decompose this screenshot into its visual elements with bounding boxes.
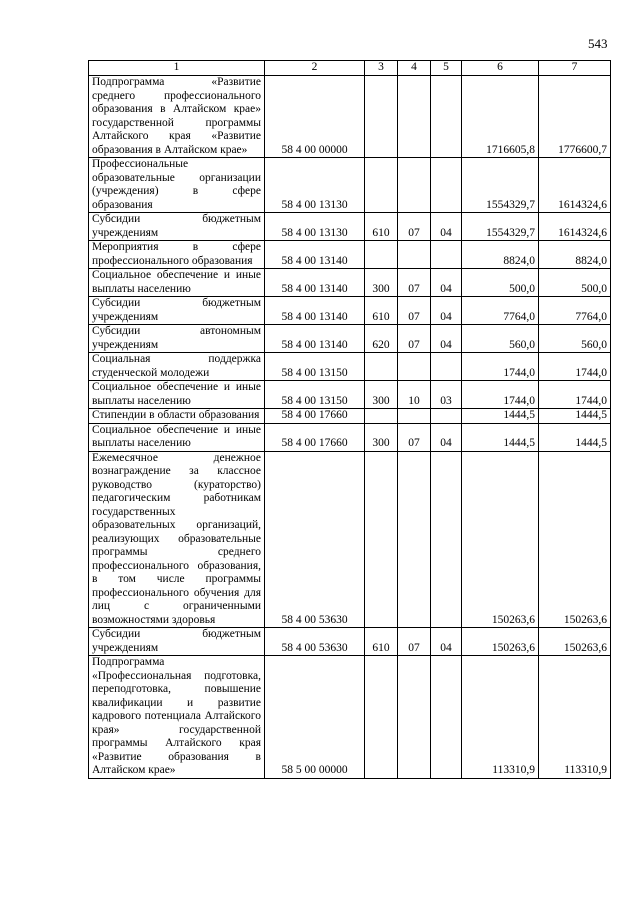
row-code-cell: 58 4 00 13150 — [265, 381, 365, 409]
row-amount-1-cell: 500,0 — [462, 269, 539, 297]
row-name-cell: Субсидии автономным учреждениям — [89, 325, 265, 353]
table-header-row — [89, 61, 611, 76]
table-row — [89, 656, 611, 779]
row-name-cell: Социальная поддержка студенческой молодежи — [89, 353, 265, 381]
row-name-cell: Субсидии бюджетным учреждениям — [89, 297, 265, 325]
row-name-cell: Подпрограмма «Профессиональная подготовка, переподготовка, повышение квалификации и развитие кадрового потенциала Алтайского края» государственной программы Алтайского края «Развитие образования в Алтайском крае» — [89, 656, 265, 779]
row-subsection-cell: 04 — [431, 269, 462, 297]
row-name-cell: Социальное обеспечение и иные выплаты населению — [89, 423, 265, 451]
table-row — [89, 269, 611, 297]
row-expense-type-cell — [365, 409, 398, 424]
table-row — [89, 628, 611, 656]
row-code-cell: 58 4 00 13130 — [265, 213, 365, 241]
row-subsection-cell: 04 — [431, 423, 462, 451]
table-row — [89, 423, 611, 451]
row-subsection-cell — [431, 451, 462, 628]
row-code-cell: 58 4 00 13150 — [265, 353, 365, 381]
row-section-cell — [398, 76, 431, 158]
row-code-cell: 58 4 00 53630 — [265, 451, 365, 628]
row-expense-type-cell: 300 — [365, 423, 398, 451]
row-amount-1-cell: 1716605,8 — [462, 76, 539, 158]
budget-table — [88, 60, 611, 779]
row-name-cell: Ежемесячное денежное вознаграждение за классное руководство (кураторство) педагогическим работникам государственных образовательных организаций, реализующих образовательные программы среднего профессионального образования, в том числе программы профессионального обучения для лиц с ограниченными возможностями здоровья — [89, 451, 265, 628]
row-expense-type-cell — [365, 158, 398, 213]
row-code-cell: 58 4 00 13140 — [265, 269, 365, 297]
row-expense-type-cell — [365, 353, 398, 381]
table-row — [89, 325, 611, 353]
page-number: 543 — [588, 36, 608, 51]
column-header: 6 — [462, 61, 539, 76]
row-amount-1-cell: 8824,0 — [462, 241, 539, 269]
row-section-cell: 07 — [398, 628, 431, 656]
row-amount-1-cell: 1744,0 — [462, 353, 539, 381]
row-name-cell: Профессиональные образовательные организации (учреждения) в сфере образования — [89, 158, 265, 213]
row-code-cell: 58 4 00 13140 — [265, 297, 365, 325]
row-amount-2-cell: 1744,0 — [539, 381, 611, 409]
row-expense-type-cell — [365, 241, 398, 269]
row-amount-1-cell: 560,0 — [462, 325, 539, 353]
table-row — [89, 353, 611, 381]
row-expense-type-cell: 620 — [365, 325, 398, 353]
row-name-cell: Стипендии в области образования — [89, 409, 265, 424]
row-amount-2-cell: 1444,5 — [539, 423, 611, 451]
column-header: 5 — [431, 61, 462, 76]
row-amount-1-cell: 1744,0 — [462, 381, 539, 409]
row-section-cell: 07 — [398, 269, 431, 297]
row-section-cell — [398, 451, 431, 628]
row-amount-2-cell: 150263,6 — [539, 628, 611, 656]
table-row — [89, 158, 611, 213]
row-amount-1-cell: 150263,6 — [462, 451, 539, 628]
row-expense-type-cell: 300 — [365, 381, 398, 409]
row-section-cell: 07 — [398, 297, 431, 325]
row-code-cell: 58 4 00 00000 — [265, 76, 365, 158]
column-header: 2 — [265, 61, 365, 76]
row-amount-1-cell: 1444,5 — [462, 409, 539, 424]
row-section-cell — [398, 409, 431, 424]
row-amount-2-cell: 1744,0 — [539, 353, 611, 381]
row-subsection-cell — [431, 158, 462, 213]
row-name-cell: Субсидии бюджетным учреждениям — [89, 213, 265, 241]
column-header: 4 — [398, 61, 431, 76]
row-subsection-cell: 04 — [431, 297, 462, 325]
row-code-cell: 58 4 00 13140 — [265, 325, 365, 353]
table-row — [89, 381, 611, 409]
row-amount-1-cell: 1554329,7 — [462, 213, 539, 241]
row-section-cell — [398, 158, 431, 213]
row-expense-type-cell — [365, 451, 398, 628]
row-code-cell: 58 4 00 17660 — [265, 409, 365, 424]
row-section-cell — [398, 656, 431, 779]
row-section-cell: 10 — [398, 381, 431, 409]
row-expense-type-cell: 610 — [365, 628, 398, 656]
row-name-cell: Подпрограмма «Развитие среднего профессионального образования в Алтайском крае» государственной программы Алтайского края «Развитие образования в Алтайском крае» — [89, 76, 265, 158]
row-amount-2-cell: 1614324,6 — [539, 158, 611, 213]
row-code-cell: 58 5 00 00000 — [265, 656, 365, 779]
row-expense-type-cell: 610 — [365, 297, 398, 325]
row-expense-type-cell — [365, 76, 398, 158]
row-amount-1-cell: 113310,9 — [462, 656, 539, 779]
table-row — [89, 76, 611, 158]
row-subsection-cell — [431, 76, 462, 158]
row-amount-2-cell: 8824,0 — [539, 241, 611, 269]
row-section-cell: 07 — [398, 213, 431, 241]
row-subsection-cell — [431, 241, 462, 269]
table-row — [89, 409, 611, 424]
table-row — [89, 451, 611, 628]
row-amount-1-cell: 150263,6 — [462, 628, 539, 656]
row-expense-type-cell: 610 — [365, 213, 398, 241]
row-code-cell: 58 4 00 13130 — [265, 158, 365, 213]
row-amount-2-cell: 500,0 — [539, 269, 611, 297]
column-header: 3 — [365, 61, 398, 76]
row-section-cell — [398, 241, 431, 269]
row-code-cell: 58 4 00 13140 — [265, 241, 365, 269]
row-subsection-cell — [431, 656, 462, 779]
row-subsection-cell: 04 — [431, 628, 462, 656]
row-amount-2-cell: 1614324,6 — [539, 213, 611, 241]
row-section-cell — [398, 353, 431, 381]
row-amount-1-cell: 1444,5 — [462, 423, 539, 451]
table-row — [89, 241, 611, 269]
row-amount-2-cell: 560,0 — [539, 325, 611, 353]
row-amount-1-cell: 7764,0 — [462, 297, 539, 325]
row-amount-2-cell: 1444,5 — [539, 409, 611, 424]
row-amount-2-cell: 7764,0 — [539, 297, 611, 325]
column-header: 7 — [539, 61, 611, 76]
row-section-cell: 07 — [398, 423, 431, 451]
row-expense-type-cell: 300 — [365, 269, 398, 297]
row-subsection-cell: 04 — [431, 325, 462, 353]
row-amount-1-cell: 1554329,7 — [462, 158, 539, 213]
row-name-cell: Субсидии бюджетным учреждениям — [89, 628, 265, 656]
row-name-cell: Социальное обеспечение и иные выплаты населению — [89, 269, 265, 297]
row-subsection-cell — [431, 409, 462, 424]
row-code-cell: 58 4 00 17660 — [265, 423, 365, 451]
row-amount-2-cell: 150263,6 — [539, 451, 611, 628]
row-subsection-cell: 04 — [431, 213, 462, 241]
row-subsection-cell: 03 — [431, 381, 462, 409]
row-amount-2-cell: 113310,9 — [539, 656, 611, 779]
row-code-cell: 58 4 00 53630 — [265, 628, 365, 656]
row-expense-type-cell — [365, 656, 398, 779]
row-subsection-cell — [431, 353, 462, 381]
row-section-cell: 07 — [398, 325, 431, 353]
column-header: 1 — [89, 61, 265, 76]
row-amount-2-cell: 1776600,7 — [539, 76, 611, 158]
row-name-cell: Мероприятия в сфере профессионального образования — [89, 241, 265, 269]
table-row — [89, 297, 611, 325]
row-name-cell: Социальное обеспечение и иные выплаты населению — [89, 381, 265, 409]
table-row — [89, 213, 611, 241]
